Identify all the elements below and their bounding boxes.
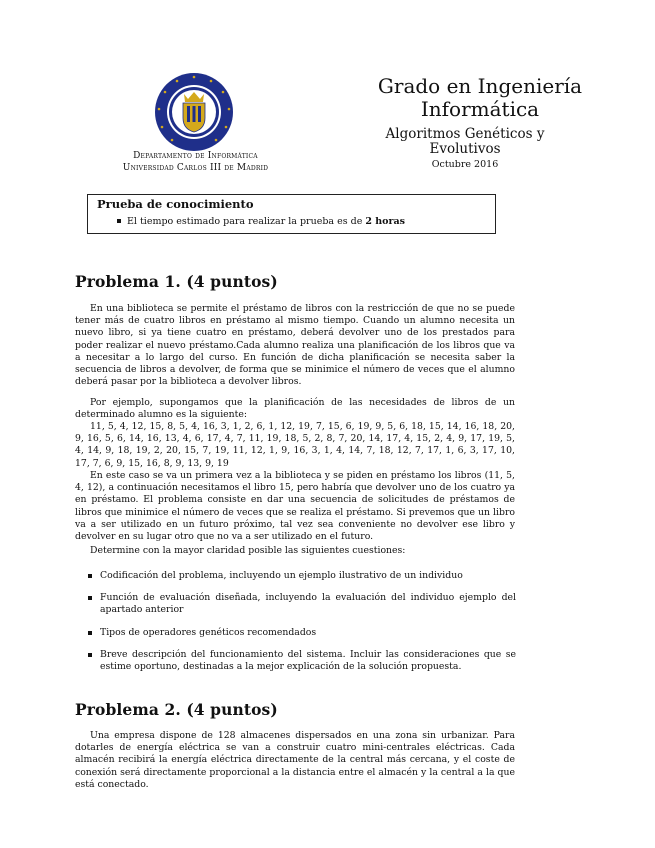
problem-1-heading: Problema 1. (4 puntos) — [75, 272, 278, 291]
problem-2-heading: Problema 2. (4 puntos) — [75, 700, 278, 719]
bullet-icon — [88, 574, 92, 578]
problem-2-paragraph-1: Una empresa dispone de 128 almacenes dispersados en una zona sin urbanizar. Para dotarles de energía eléctrica se van a construir cuatro mini-centrales eléctricas. Cada almacén recibirá la energía eléctrica directamente de la central más cercana, y el coste de conexión será directamente proporcional a la distancia entre el almacén y la central a la que está conectado. — [75, 730, 515, 790]
bullet-icon — [88, 596, 92, 600]
university-seal-icon — [154, 72, 234, 152]
info-box — [87, 194, 496, 234]
info-box-title: Prueba de conocimiento — [97, 197, 254, 211]
department-block — [98, 150, 293, 174]
bullet-icon — [88, 653, 92, 657]
problem-1-questions — [88, 570, 516, 673]
bullet-icon — [117, 219, 121, 223]
problem-1-sequence: 11, 5, 4, 12, 15, 8, 5, 4, 16, 3, 1, 2, 6, 1, 12, 19, 7, 15, 6, 19, 9, 5, 6, 18, 15, 14, 16, 18, 20, 9, 16, 5, 6, 14, 16, 13, 4, 6, 17, 4, 7, 11, 19, 18, 5, 2, 8, 7, 20, 14, 17, 4, 15, 2, 4, 9, 17, 19, 5, 4, 14, 9, 18, 19, 2, 20, 15, 7, 19, 11, 12, 1, 9, 16, 3, 1, 4, 14, 7, 18, 12, 7, 17, 1, 6, 3, 17, 10, 17, 7, 6, 9, 15, 16, 8, 9, 13, 9, 19 — [75, 421, 515, 469]
exam-date: Octubre 2016 — [431, 159, 499, 170]
list-item: Breve descripción del funcionamiento del sistema. Incluir las consideraciones que se estime oportuno, destinadas a la mejor explicación de la solución propuesta. — [88, 649, 516, 673]
course-title: Algoritmos Genéticos y Evolutivos — [385, 126, 545, 157]
bullet-icon — [88, 631, 92, 635]
list-item: Función de evaluación diseñada, incluyendo la evaluación del individuo ejemplo del apartado anterior — [88, 592, 516, 616]
problem-1-paragraph-1: En una biblioteca se permite el préstamo de libros con la restricción de que no se puede tener más de cuatro libros en préstamo al mismo tiempo. Cuando un alumno necesita un nuevo libro, si ya tiene cuatro en préstamo, deberá devolver uno de los prestados para poder realizar el nuevo préstamo.Cada alumno realiza una planificación de los libros que va a necesitar a lo largo del curso. En función de dicha planificación se necesita saber la secuencia de libros a devolver, de forma que se minimice el número de veces que el alumno deberá pasar por la biblioteca a devolver libros. — [75, 303, 515, 388]
problem-1-paragraph-5: Determine con la mayor claridad posible las siguientes cuestiones: — [90, 545, 406, 556]
department-name: Departamento de Informática — [133, 151, 258, 161]
info-box-item: El tiempo estimado para realizar la prueba es de 2 horas — [117, 216, 405, 227]
problem-1-paragraph-2: Por ejemplo, supongamos que la planificación de las necesidades de libros de un determinado alumno es la siguiente: — [75, 397, 515, 421]
university-name: Universidad Carlos III de Madrid — [122, 163, 269, 173]
list-item: Tipos de operadores genéticos recomendados — [88, 627, 516, 639]
problem-1-paragraph-4: En este caso se va un primera vez a la biblioteca y se piden en préstamo los libros (11, 5, 4, 12), a continuación necesitamos el libro 15, pero habría que devolver uno de los cuatro ya en préstamo. El problema consiste en dar una secuencia de solicitudes de préstamos de libros que minimice el número de veces que se realiza el préstamo. Si prevemos que un libro va a ser utilizado en un futuro próximo, tal vez sea conveniente no devolver ese libro y devolver en su lugar otro que no va a ser utilizado en el futuro. — [75, 470, 515, 543]
list-item: Codificación del problema, incluyendo un ejemplo ilustrativo de un individuo — [88, 570, 516, 582]
degree-title: Grado en Ingeniería Informática — [377, 74, 583, 121]
